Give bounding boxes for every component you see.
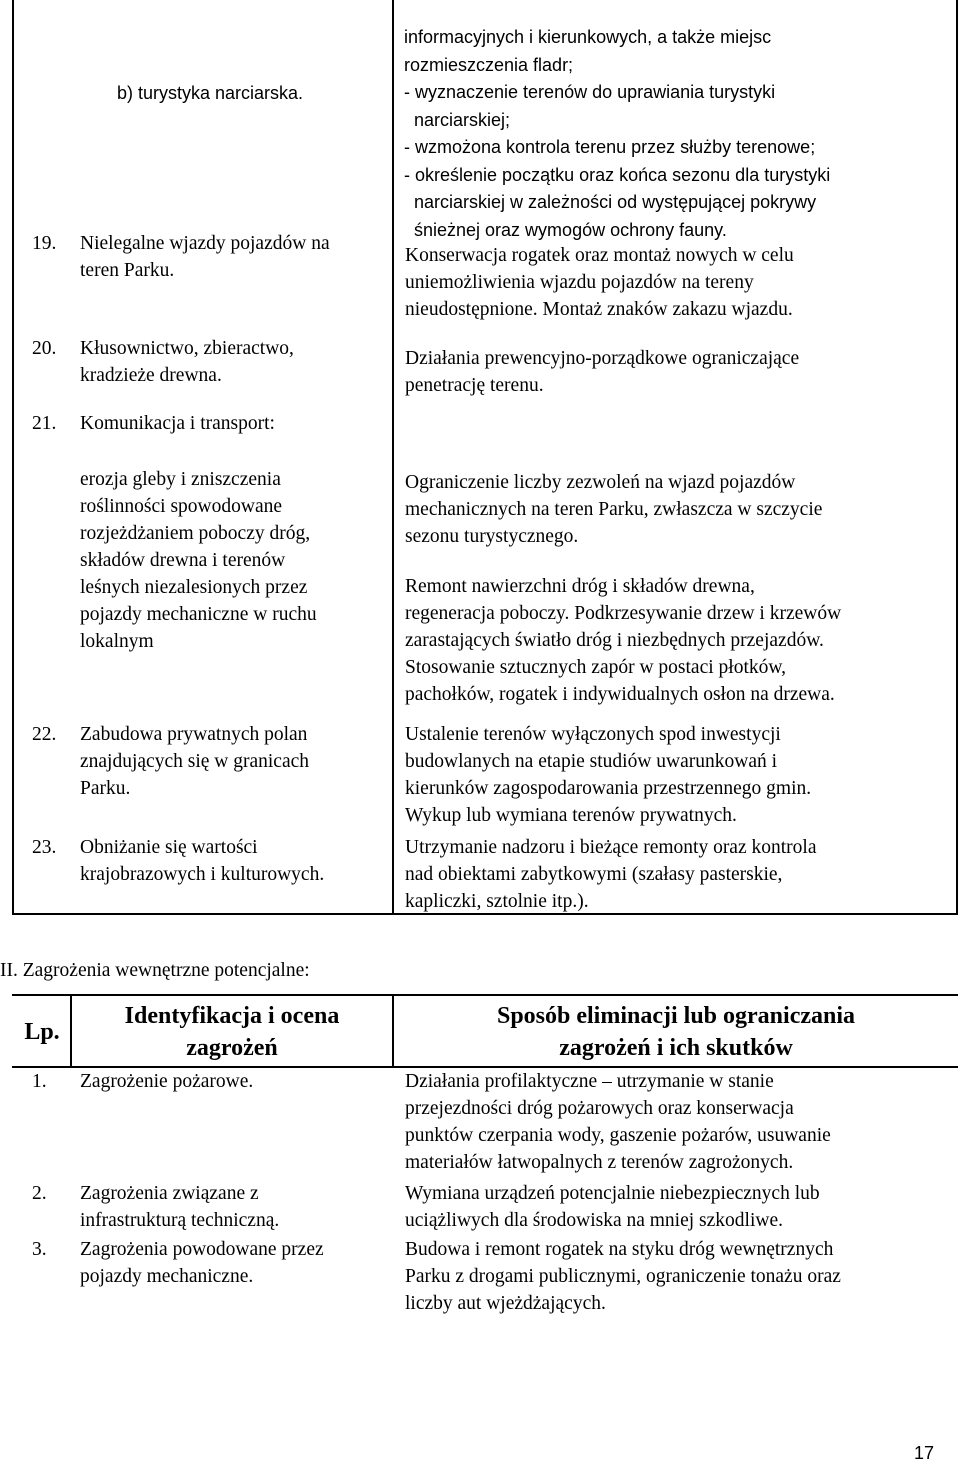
row-21-solution-1: Ograniczenie liczby zezwoleń na wjazd pojazdów mechanicznych na teren Parku, zwłaszcza w szczycie sezonu turystycznego. [405,472,823,547]
t2-row-3-number: 3. [32,1239,47,1260]
col-header-lp: Lp. [24,1019,60,1045]
col-header-solution: Sposób eliminacji lub ograniczania zagrożeń i ich skutków [496,1003,856,1061]
row-21-solution-2: Remont nawierzchni dróg i składów drewna, regeneracja poboczy. Podkrzesywanie drzew i krzewów zarastających światło dróg i niezbędnych przejazdów. Stosowanie sztucznych zapór w postaci płotków, pachołków, rogatek i indywidualnych osłon na drzewa. [405,576,842,705]
row-22-threat: Zabudowa prywatnych polan znajdujących się w granicach Parku. [80,724,310,799]
table1-left-border [12,0,14,915]
table1-middle-border [392,0,394,915]
t2-row-2-solution: Wymiana urządzeń potencjalnie niebezpiecznych lub uciążliwych dla środowiska na mniej szkodliwe. [405,1183,820,1231]
row-19-threat: Nielegalne wjazdy pojazdów na teren Parku. [80,233,330,281]
row-21-threat-detail: erozja gleby i zniszczenia roślinności spowodowane rozjeżdżaniem poboczy dróg, składów drewna i terenów leśnych niezalesionych przez pojazdy mechaniczne w ruchu lokalnym [80,469,317,652]
top-right-text: informacyjnych i kierunkowych, a także miejsc rozmieszczenia fladr; - wyznaczenie terenów do uprawiania turystyki narciarskiej; - wzmożona kontrola terenu przez służby terenowe; - określenie początku oraz końca sezonu dla turystyki narciarskiej w zależności od występującej pokrywy śnieżnej oraz wymogów ochrony fauny. [404,27,831,240]
page-number: 17 [914,1443,935,1463]
table1-right-border [956,0,958,915]
row-21-number: 21. [32,413,57,434]
row-20-number: 20. [32,338,57,359]
col-header-threat: Identyfikacja i ocena zagrożeń [124,1003,340,1061]
row-20-solution: Działania prewencyjno-porządkowe ograniczające penetrację terenu. [405,348,800,396]
t2-row-1-threat: Zagrożenie pożarowe. [80,1071,254,1092]
top-left-item: b) turystyka narciarska. [117,83,304,103]
row-23-number: 23. [32,837,57,858]
t2-row-2-number: 2. [32,1183,47,1204]
t2-row-2-threat: Zagrożenia związane z infrastrukturą techniczną. [80,1183,280,1231]
t2-row-1-number: 1. [32,1071,47,1092]
t2-row-3-solution: Budowa i remont rogatek na styku dróg wewnętrznych Parku z drogami publicznymi, ograniczenie tonażu oraz liczby aut wjeżdżających. [405,1239,841,1314]
row-22-number: 22. [32,724,57,745]
row-21-threat: Komunikacja i transport: [80,413,275,434]
table2-top-border [12,994,958,996]
row-23-solution: Utrzymanie nadzoru i bieżące remonty oraz kontrola nad obiektami zabytkowymi (szałasy pasterskie, kapliczki, sztolnie itp.). [405,837,817,912]
t2-row-3-threat: Zagrożenia powodowane przez pojazdy mechaniczne. [80,1239,324,1287]
section-heading: II. Zagrożenia wewnętrzne potencjalne: [0,960,310,981]
row-23-threat: Obniżanie się wartości krajobrazowych i kulturowych. [80,837,325,885]
row-19-solution: Konserwacja rogatek oraz montaż nowych w celu uniemożliwienia wjazdu pojazdów na tereny nieudostępnione. Montaż znaków zakazu wjazdu. [405,245,794,320]
row-20-threat: Kłusownictwo, zbieractwo, kradzieże drewna. [80,338,294,386]
t2-row-1-solution: Działania profilaktyczne – utrzymanie w stanie przejezdności dróg pożarowych oraz konserwacja punktów czerpania wody, gaszenie pożarów, usuwanie materiałów łatwopalnych z terenów zagrożonych. [405,1071,831,1173]
row-19-number: 19. [32,233,57,254]
row-22-solution: Ustalenie terenów wyłączonych spod inwestycji budowlanych na etapie studiów uwarunkowań i kierunków zagospodarowania przestrzennego gmin. Wykup lub wymiana terenów prywatnych. [405,724,812,826]
